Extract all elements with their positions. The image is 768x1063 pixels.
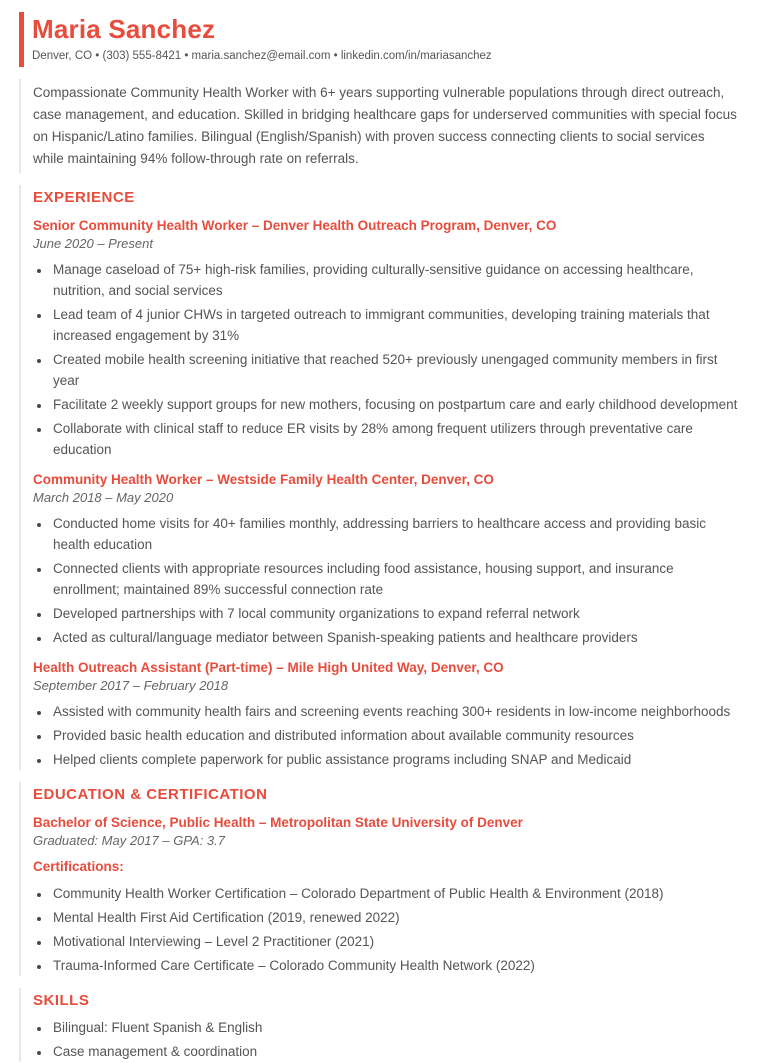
- job-bullet: • Assisted with community health fairs and screening events reaching 300+ residents in low-income neighborhoods: [51, 701, 738, 722]
- certification-item: • Community Health Worker Certification – Colorado Department of Public Health & Environment (2018): [51, 883, 738, 904]
- job-bullet: • Manage caseload of 75+ high-risk families, providing culturally-sensitive guidance on accessing healthcare, nutrition, and social services: [51, 259, 738, 301]
- skill-item: • Case management & coordination: [51, 1041, 738, 1062]
- candidate-name: Maria Sanchez: [32, 14, 216, 44]
- certification-item: • Mental Health First Aid Certification (2019, renewed 2022): [51, 907, 738, 928]
- job-bullet: • Developed partnerships with 7 local community organizations to expand referral network: [51, 603, 738, 624]
- job-title: Community Health Worker – Westside Family Health Center, Denver, CO: [33, 472, 494, 487]
- job-entry-outreach-assistant: [33, 659, 738, 770]
- certification-item: • Trauma-Informed Care Certificate – Colorado Community Health Network (2022): [51, 955, 738, 976]
- job-bullet: • Collaborate with clinical staff to reduce ER visits by 28% among frequent utilizers through preventative care education: [51, 418, 738, 460]
- certification-list: [33, 883, 738, 976]
- job-title: Senior Community Health Worker – Denver Health Outreach Program, Denver, CO: [33, 218, 557, 233]
- job-bullet-list: [33, 513, 738, 648]
- job-bullet-list: [33, 259, 738, 460]
- job-dates: March 2018 – May 2020: [33, 490, 174, 505]
- job-title: Health Outreach Assistant (Part-time) – Mile High United Way, Denver, CO: [33, 660, 504, 675]
- section-heading-experience: EXPERIENCE: [33, 189, 135, 206]
- job-bullet: • Created mobile health screening initiative that reached 520+ previously unengaged community members in first year: [51, 349, 738, 391]
- skills-list: [33, 1017, 738, 1062]
- experience-section: [19, 185, 738, 770]
- summary-section: [19, 79, 738, 173]
- job-dates: September 2017 – February 2018: [33, 678, 229, 693]
- job-bullet: • Lead team of 4 junior CHWs in targeted outreach to immigrant communities, developing training materials that increased engagement by 31%: [51, 304, 738, 346]
- job-bullet: • Conducted home visits for 40+ families monthly, addressing barriers to healthcare access and providing basic health education: [51, 513, 738, 555]
- resume-header: [19, 12, 738, 67]
- summary-text: Compassionate Community Health Worker with 6+ years supporting vulnerable populations through direct outreach, case management, and education. Skilled in bridging healthcare gaps for underserved communities with special focus on Hispanic/Latino families. Bilingual (English/Spanish) with proven success connecting clients to social services while maintaining 94% follow-through rate on referrals.: [33, 85, 737, 166]
- job-bullet: • Facilitate 2 weekly support groups for new mothers, focusing on postpartum care and early childhood development: [51, 394, 738, 415]
- job-dates: June 2020 – Present: [33, 236, 153, 251]
- contact-line: Denver, CO • (303) 555-8421 • maria.sanchez@email.com • linkedin.com/in/mariasanchez: [32, 50, 492, 62]
- job-bullet: • Helped clients complete paperwork for public assistance programs including SNAP and Medicaid: [51, 749, 738, 770]
- section-heading-skills: SKILLS: [33, 992, 90, 1009]
- skill-item: • Bilingual: Fluent Spanish & English: [51, 1017, 738, 1038]
- job-bullet: • Provided basic health education and distributed information about available community resources: [51, 725, 738, 746]
- skills-section: [19, 988, 738, 1062]
- degree-title: Bachelor of Science, Public Health – Metropolitan State University of Denver: [33, 815, 523, 830]
- job-entry-senior-chw: [33, 217, 738, 460]
- job-bullet-list: [33, 701, 738, 770]
- job-bullet: • Connected clients with appropriate resources including food assistance, housing support, and insurance enrollment; maintained 89% successful connection rate: [51, 558, 738, 600]
- certification-item: • Motivational Interviewing – Level 2 Practitioner (2021): [51, 931, 738, 952]
- certifications-label: Certifications:: [33, 859, 124, 874]
- section-heading-education: EDUCATION & CERTIFICATION: [33, 786, 268, 803]
- degree-details: Graduated: May 2017 – GPA: 3.7: [33, 833, 225, 848]
- education-section: [19, 782, 738, 976]
- job-bullet: • Acted as cultural/language mediator between Spanish-speaking patients and healthcare providers: [51, 627, 738, 648]
- job-entry-chw-westside: [33, 471, 738, 648]
